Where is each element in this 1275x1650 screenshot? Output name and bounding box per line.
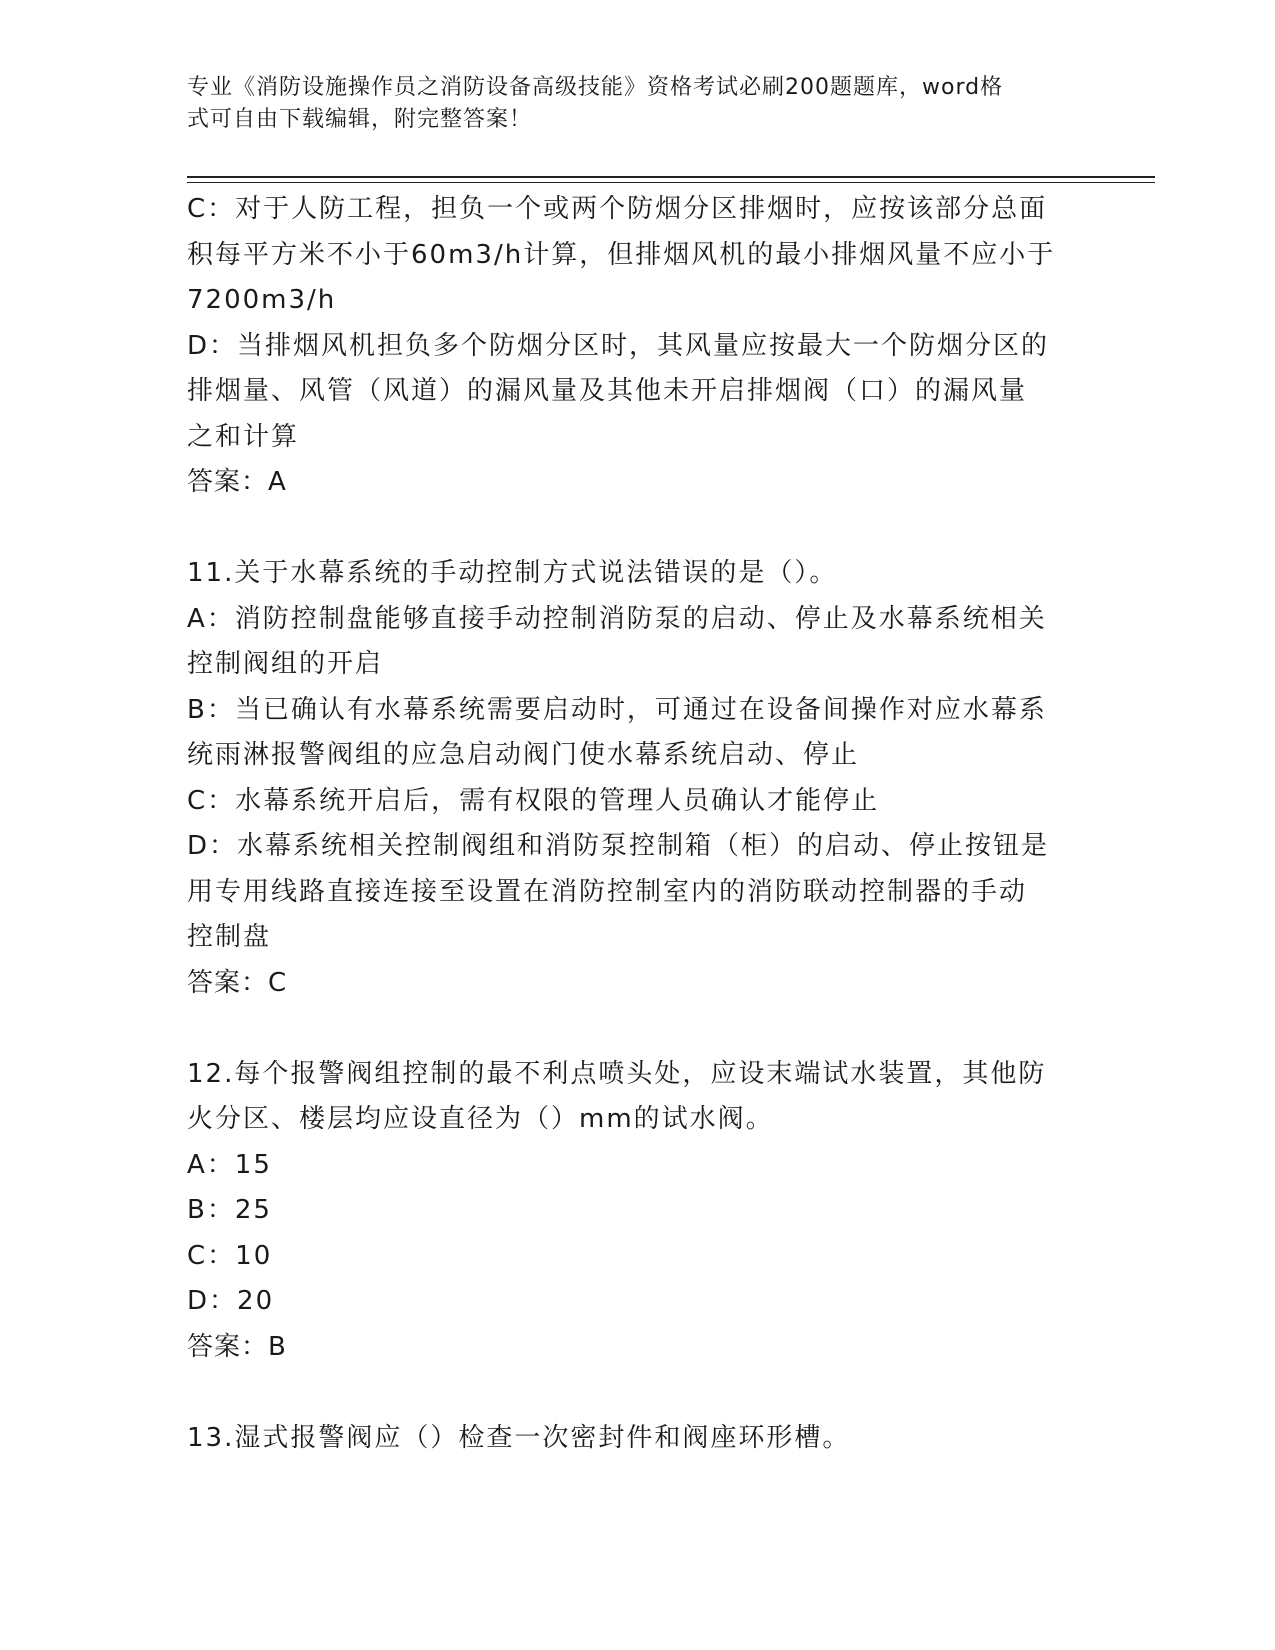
option-text-line: C：对于人防工程，担负一个或两个防烟分区排烟时，应按该部分总面 <box>187 194 1048 224</box>
header-divider-thin <box>187 182 1155 183</box>
option-text-line: 7200m3/h <box>187 285 337 315</box>
option-text-line: 控制盘 <box>187 922 272 952</box>
option-text-line: B：当已确认有水幕系统需要启动时，可通过在设备间操作对应水幕系 <box>187 694 1047 725</box>
option-c: C：水幕系统开启后，需有权限的管理人员确认才能停止 <box>187 785 880 816</box>
question-13 <box>187 1416 1077 1462</box>
answer-label: 答案：C <box>187 967 288 998</box>
document-header <box>187 72 1067 136</box>
question-stem: 12.每个报警阀组控制的最不利点喷头处，应设末端试水装置，其他防 <box>187 1058 1047 1089</box>
option-c: C：10 <box>187 1240 273 1271</box>
spacer <box>187 1006 1077 1052</box>
spacer <box>187 1370 1077 1416</box>
option-d: D：20 <box>187 1286 275 1316</box>
question-content <box>187 187 1077 1461</box>
option-text-line: 统雨淋报警阀组的应急启动阀门使水幕系统启动、停止 <box>187 740 860 770</box>
answer-label: 答案：A <box>187 467 287 497</box>
question-stem: 11.关于水幕系统的手动控制方式说法错误的是（）。 <box>187 558 838 588</box>
header-line-1: 专业《消防设施操作员之消防设备高级技能》资格考试必刷200题题库，word格 <box>187 75 1004 100</box>
option-text-line: 控制阀组的开启 <box>187 649 384 679</box>
option-text-line: 积每平方米不小于60m3/h计算，但排烟风机的最小排烟风量不应小于 <box>187 239 1056 270</box>
header-line-2: 式可自由下载编辑，附完整答案！ <box>187 107 533 132</box>
option-a: A：15 <box>187 1149 272 1180</box>
option-b <box>187 688 1077 779</box>
option-d <box>187 824 1077 961</box>
option-b: B：25 <box>187 1195 272 1225</box>
prev-question-block <box>187 187 1077 506</box>
question-12 <box>187 1052 1077 1371</box>
option-text-line: 用专用线路直接连接至设置在消防控制室内的消防联动控制器的手动 <box>187 876 1028 907</box>
header-divider-thick <box>187 176 1155 178</box>
option-text-line: 排烟量、风管（风道）的漏风量及其他未开启排烟阀（口）的漏风量 <box>187 376 1028 406</box>
option-text-line: 之和计算 <box>187 421 300 452</box>
option-c <box>187 187 1077 324</box>
question-11 <box>187 551 1077 1006</box>
spacer <box>187 506 1077 552</box>
option-a <box>187 597 1077 688</box>
question-stem: 13.湿式报警阀应（）检查一次密封件和阀座环形槽。 <box>187 1422 851 1453</box>
option-text-line: D：当排烟风机担负多个防烟分区时，其风量应按最大一个防烟分区的 <box>187 330 1050 361</box>
answer-label: 答案：B <box>187 1331 287 1362</box>
option-d <box>187 324 1077 461</box>
question-stem: 火分区、楼层均应设直径为（）mm的试水阀。 <box>187 1104 774 1134</box>
option-text-line: D：水幕系统相关控制阀组和消防泵控制箱（柜）的启动、停止按钮是 <box>187 831 1050 861</box>
option-text-line: A：消防控制盘能够直接手动控制消防泵的启动、停止及水幕系统相关 <box>187 603 1047 634</box>
